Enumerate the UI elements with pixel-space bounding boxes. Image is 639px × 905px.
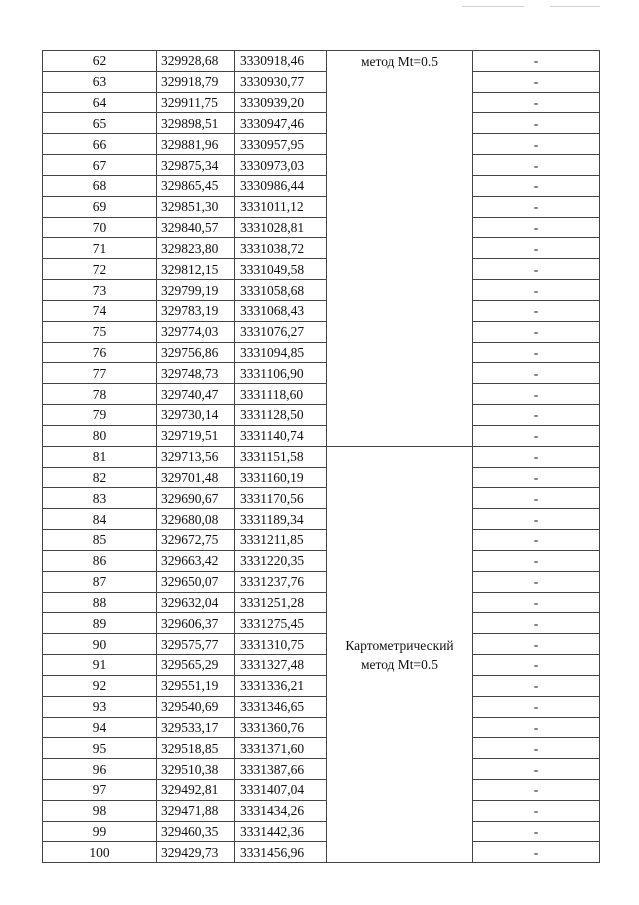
note-cell: -	[473, 92, 600, 113]
point-number-cell: 67	[43, 155, 157, 176]
x-coordinate-cell: 329492,81	[157, 779, 235, 800]
scan-artifact	[550, 6, 600, 7]
y-coordinate-cell: 3331170,56	[235, 488, 327, 509]
y-coordinate-cell: 3331211,85	[235, 530, 327, 551]
x-coordinate-cell: 329565,29	[157, 655, 235, 676]
note-cell: -	[473, 238, 600, 259]
point-number-cell: 76	[43, 342, 157, 363]
note-cell: -	[473, 655, 600, 676]
table-row	[43, 342, 600, 363]
point-number-cell: 80	[43, 425, 157, 446]
table-row	[43, 821, 600, 842]
x-coordinate-cell: 329510,38	[157, 759, 235, 780]
x-coordinate-cell: 329881,96	[157, 134, 235, 155]
x-coordinate-cell: 329690,67	[157, 488, 235, 509]
table-row	[43, 759, 600, 780]
point-number-cell: 75	[43, 321, 157, 342]
y-coordinate-cell: 3331407,04	[235, 779, 327, 800]
note-cell: -	[473, 759, 600, 780]
note-cell: -	[473, 155, 600, 176]
point-number-cell: 97	[43, 779, 157, 800]
table-row	[43, 321, 600, 342]
y-coordinate-cell: 3331310,75	[235, 634, 327, 655]
point-number-cell: 87	[43, 571, 157, 592]
x-coordinate-cell: 329575,77	[157, 634, 235, 655]
y-coordinate-cell: 3330957,95	[235, 134, 327, 155]
table-row	[43, 530, 600, 551]
x-coordinate-cell: 329632,04	[157, 592, 235, 613]
method-cell: Картометрический метод Mt=0.5	[327, 446, 473, 863]
y-coordinate-cell: 3331151,58	[235, 446, 327, 467]
point-number-cell: 74	[43, 300, 157, 321]
point-number-cell: 98	[43, 800, 157, 821]
note-cell: -	[473, 175, 600, 196]
note-cell: -	[473, 509, 600, 530]
x-coordinate-cell: 329823,80	[157, 238, 235, 259]
table-row	[43, 405, 600, 426]
table-row	[43, 155, 600, 176]
x-coordinate-cell: 329663,42	[157, 550, 235, 571]
table-row	[43, 384, 600, 405]
point-number-cell: 82	[43, 467, 157, 488]
point-number-cell: 89	[43, 613, 157, 634]
note-cell: -	[473, 634, 600, 655]
note-cell: -	[473, 134, 600, 155]
point-number-cell: 91	[43, 655, 157, 676]
x-coordinate-cell: 329533,17	[157, 717, 235, 738]
table-row	[43, 92, 600, 113]
y-coordinate-cell: 3331011,12	[235, 196, 327, 217]
x-coordinate-cell: 329840,57	[157, 217, 235, 238]
note-cell: -	[473, 779, 600, 800]
y-coordinate-cell: 3330986,44	[235, 175, 327, 196]
x-coordinate-cell: 329680,08	[157, 509, 235, 530]
point-number-cell: 84	[43, 509, 157, 530]
note-cell: -	[473, 280, 600, 301]
table-row	[43, 467, 600, 488]
table-row	[43, 738, 600, 759]
table-row	[43, 571, 600, 592]
note-cell: -	[473, 71, 600, 92]
y-coordinate-cell: 3330973,03	[235, 155, 327, 176]
note-cell: -	[473, 300, 600, 321]
y-coordinate-cell: 3331049,58	[235, 259, 327, 280]
table-row	[43, 300, 600, 321]
table-row	[43, 175, 600, 196]
note-cell: -	[473, 592, 600, 613]
x-coordinate-cell: 329918,79	[157, 71, 235, 92]
point-number-cell: 63	[43, 71, 157, 92]
y-coordinate-cell: 3330918,46	[235, 51, 327, 72]
table-row	[43, 363, 600, 384]
note-cell: -	[473, 217, 600, 238]
point-number-cell: 86	[43, 550, 157, 571]
y-coordinate-cell: 3331387,66	[235, 759, 327, 780]
table-row	[43, 779, 600, 800]
note-cell: -	[473, 550, 600, 571]
table-row	[43, 280, 600, 301]
x-coordinate-cell: 329799,19	[157, 280, 235, 301]
x-coordinate-cell: 329650,07	[157, 571, 235, 592]
point-number-cell: 79	[43, 405, 157, 426]
table-row	[43, 217, 600, 238]
point-number-cell: 64	[43, 92, 157, 113]
coordinates-table	[42, 50, 600, 863]
y-coordinate-cell: 3331189,34	[235, 509, 327, 530]
method-cell: метод Mt=0.5	[327, 51, 473, 447]
y-coordinate-cell: 3331128,50	[235, 405, 327, 426]
table-row	[43, 238, 600, 259]
note-cell: -	[473, 196, 600, 217]
x-coordinate-cell: 329756,86	[157, 342, 235, 363]
y-coordinate-cell: 3331058,68	[235, 280, 327, 301]
note-cell: -	[473, 821, 600, 842]
point-number-cell: 62	[43, 51, 157, 72]
note-cell: -	[473, 425, 600, 446]
table-row	[43, 425, 600, 446]
y-coordinate-cell: 3331434,26	[235, 800, 327, 821]
note-cell: -	[473, 259, 600, 280]
coordinates-table-body	[43, 51, 600, 863]
x-coordinate-cell: 329429,73	[157, 842, 235, 863]
table-row	[43, 675, 600, 696]
table-row	[43, 134, 600, 155]
y-coordinate-cell: 3330939,20	[235, 92, 327, 113]
x-coordinate-cell: 329471,88	[157, 800, 235, 821]
y-coordinate-cell: 3331094,85	[235, 342, 327, 363]
table-row	[43, 51, 600, 72]
x-coordinate-cell: 329701,48	[157, 467, 235, 488]
table-row	[43, 800, 600, 821]
x-coordinate-cell: 329812,15	[157, 259, 235, 280]
note-cell: -	[473, 696, 600, 717]
point-number-cell: 95	[43, 738, 157, 759]
x-coordinate-cell: 329898,51	[157, 113, 235, 134]
x-coordinate-cell: 329518,85	[157, 738, 235, 759]
note-cell: -	[473, 717, 600, 738]
y-coordinate-cell: 3331442,36	[235, 821, 327, 842]
x-coordinate-cell: 329606,37	[157, 613, 235, 634]
note-cell: -	[473, 342, 600, 363]
note-cell: -	[473, 405, 600, 426]
point-number-cell: 96	[43, 759, 157, 780]
table-row	[43, 550, 600, 571]
x-coordinate-cell: 329730,14	[157, 405, 235, 426]
x-coordinate-cell: 329713,56	[157, 446, 235, 467]
point-number-cell: 92	[43, 675, 157, 696]
point-number-cell: 70	[43, 217, 157, 238]
y-coordinate-cell: 3331456,96	[235, 842, 327, 863]
note-cell: -	[473, 446, 600, 467]
y-coordinate-cell: 3331360,76	[235, 717, 327, 738]
point-number-cell: 83	[43, 488, 157, 509]
y-coordinate-cell: 3330947,46	[235, 113, 327, 134]
y-coordinate-cell: 3330930,77	[235, 71, 327, 92]
point-number-cell: 81	[43, 446, 157, 467]
point-number-cell: 94	[43, 717, 157, 738]
y-coordinate-cell: 3331275,45	[235, 613, 327, 634]
point-number-cell: 68	[43, 175, 157, 196]
point-number-cell: 69	[43, 196, 157, 217]
y-coordinate-cell: 3331371,60	[235, 738, 327, 759]
x-coordinate-cell: 329875,34	[157, 155, 235, 176]
note-cell: -	[473, 51, 600, 72]
x-coordinate-cell: 329672,75	[157, 530, 235, 551]
x-coordinate-cell: 329551,19	[157, 675, 235, 696]
note-cell: -	[473, 384, 600, 405]
scan-artifact	[462, 6, 524, 7]
x-coordinate-cell: 329460,35	[157, 821, 235, 842]
point-number-cell: 72	[43, 259, 157, 280]
point-number-cell: 78	[43, 384, 157, 405]
note-cell: -	[473, 613, 600, 634]
note-cell: -	[473, 842, 600, 863]
note-cell: -	[473, 113, 600, 134]
table-row	[43, 488, 600, 509]
note-cell: -	[473, 363, 600, 384]
x-coordinate-cell: 329774,03	[157, 321, 235, 342]
y-coordinate-cell: 3331140,74	[235, 425, 327, 446]
point-number-cell: 73	[43, 280, 157, 301]
point-number-cell: 65	[43, 113, 157, 134]
point-number-cell: 93	[43, 696, 157, 717]
point-number-cell: 66	[43, 134, 157, 155]
y-coordinate-cell: 3331237,76	[235, 571, 327, 592]
note-cell: -	[473, 467, 600, 488]
x-coordinate-cell: 329928,68	[157, 51, 235, 72]
note-cell: -	[473, 488, 600, 509]
table-row	[43, 634, 600, 655]
table-row	[43, 592, 600, 613]
table-row	[43, 717, 600, 738]
table-row	[43, 613, 600, 634]
y-coordinate-cell: 3331251,28	[235, 592, 327, 613]
point-number-cell: 88	[43, 592, 157, 613]
y-coordinate-cell: 3331220,35	[235, 550, 327, 571]
x-coordinate-cell: 329740,47	[157, 384, 235, 405]
note-cell: -	[473, 675, 600, 696]
y-coordinate-cell: 3331346,65	[235, 696, 327, 717]
y-coordinate-cell: 3331160,19	[235, 467, 327, 488]
point-number-cell: 85	[43, 530, 157, 551]
point-number-cell: 77	[43, 363, 157, 384]
x-coordinate-cell: 329719,51	[157, 425, 235, 446]
note-cell: -	[473, 738, 600, 759]
y-coordinate-cell: 3331028,81	[235, 217, 327, 238]
table-row	[43, 113, 600, 134]
y-coordinate-cell: 3331327,48	[235, 655, 327, 676]
table-row	[43, 696, 600, 717]
y-coordinate-cell: 3331106,90	[235, 363, 327, 384]
table-row	[43, 842, 600, 863]
point-number-cell: 71	[43, 238, 157, 259]
table-row	[43, 259, 600, 280]
x-coordinate-cell: 329783,19	[157, 300, 235, 321]
table-row	[43, 446, 600, 467]
y-coordinate-cell: 3331038,72	[235, 238, 327, 259]
point-number-cell: 100	[43, 842, 157, 863]
note-cell: -	[473, 571, 600, 592]
point-number-cell: 99	[43, 821, 157, 842]
note-cell: -	[473, 530, 600, 551]
x-coordinate-cell: 329911,75	[157, 92, 235, 113]
table-row	[43, 655, 600, 676]
x-coordinate-cell: 329748,73	[157, 363, 235, 384]
y-coordinate-cell: 3331068,43	[235, 300, 327, 321]
x-coordinate-cell: 329851,30	[157, 196, 235, 217]
y-coordinate-cell: 3331118,60	[235, 384, 327, 405]
point-number-cell: 90	[43, 634, 157, 655]
x-coordinate-cell: 329540,69	[157, 696, 235, 717]
table-row	[43, 196, 600, 217]
note-cell: -	[473, 321, 600, 342]
y-coordinate-cell: 3331076,27	[235, 321, 327, 342]
note-cell: -	[473, 800, 600, 821]
table-row	[43, 509, 600, 530]
table-row	[43, 71, 600, 92]
y-coordinate-cell: 3331336,21	[235, 675, 327, 696]
x-coordinate-cell: 329865,45	[157, 175, 235, 196]
